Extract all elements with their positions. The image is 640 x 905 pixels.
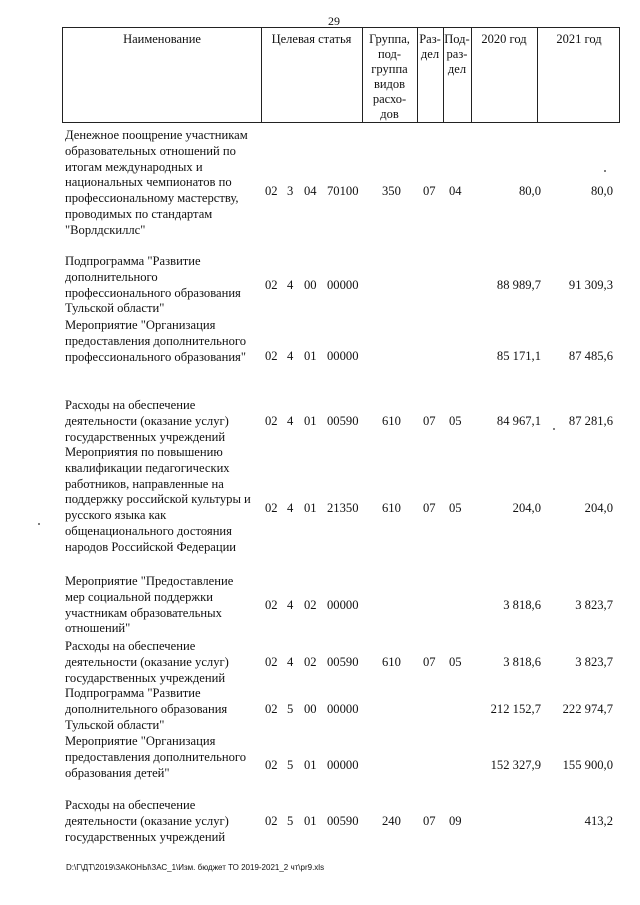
value-2020: 212 152,7 [490,702,541,716]
code-program: 02 [265,349,278,363]
subsection-code: 09 [449,814,462,828]
header-subsection: Под- раз- дел [444,32,470,76]
code-program: 02 [265,184,278,198]
scan-speck [38,523,40,525]
table-header [62,27,620,123]
value-2021: 413,2 [584,814,613,828]
code-subprogram: 4 [287,278,294,292]
code-direction: 00590 [327,414,359,428]
header-target: Целевая статья [271,32,352,46]
value-2021: 3 823,7 [575,655,613,669]
code-event: 00 [304,278,317,292]
file-path-footer: D:\Г\ДТ\2019\ЗАКОНЫ\ЗАС_1\Изм. бюджет ТО 2019-2021_2 чт\pr9.xls [66,863,325,872]
group-code: 610 [382,414,401,428]
value-2021: 80,0 [590,184,613,198]
code-direction: 00000 [327,758,359,772]
row-name: Денежное поощрение участникам образовательных отношений по итогам международных и национальных чемпионатов по профессиональному мастерству, проводимых по стандартам "Ворлдскиллс" [65,128,248,237]
value-2021: 3 823,7 [575,598,613,612]
value-2021: 87 485,6 [568,349,613,363]
section-code: 07 [423,501,436,515]
code-event: 01 [304,349,317,363]
value-2020: 80,0 [518,184,541,198]
group-code: 350 [382,184,401,198]
code-subprogram: 4 [287,349,294,363]
value-2021: 204,0 [584,501,613,515]
code-program: 02 [265,598,278,612]
row-name: Подпрограмма "Развитие дополнительного профессионального образования Тульской области" [65,254,241,316]
value-2020: 3 818,6 [503,598,541,612]
header-2020: 2020 год [481,32,527,46]
value-2021: 87 281,6 [568,414,613,428]
code-event: 01 [304,501,317,515]
code-program: 02 [265,501,278,515]
code-subprogram: 4 [287,655,294,669]
scan-speck [604,170,606,172]
section-code: 07 [423,184,436,198]
code-direction: 00000 [327,278,359,292]
code-subprogram: 3 [287,184,294,198]
value-2020: 84 967,1 [496,414,541,428]
group-code: 610 [382,655,401,669]
value-2020: 85 171,1 [496,349,541,363]
row-name: Мероприятие "Организация предоставления дополнительного образования детей" [65,734,247,780]
code-subprogram: 4 [287,414,294,428]
code-subprogram: 4 [287,598,294,612]
value-2020: 3 818,6 [503,655,541,669]
code-event: 02 [304,598,317,612]
code-program: 02 [265,414,278,428]
scan-speck [553,428,555,430]
row-name: Расходы на обеспечение деятельности (оказание услуг) государственных учреждений [65,798,229,844]
subsection-code: 05 [449,655,462,669]
value-2020: 88 989,7 [496,278,541,292]
page-number: 29 [328,14,340,28]
code-event: 04 [304,184,317,198]
code-event: 01 [304,414,317,428]
header-2021: 2021 год [556,32,602,46]
section-code: 07 [423,814,436,828]
code-program: 02 [265,814,278,828]
code-direction: 70100 [327,184,359,198]
code-direction: 21350 [327,501,359,515]
row-name: Мероприятия по повышению квалификации педагогических работников, направленные на поддержку российской культуры и русского языка как общенационального достояния народов Российской Федерации [65,445,251,554]
code-subprogram: 5 [287,758,294,772]
code-event: 00 [304,702,317,716]
subsection-code: 04 [449,184,462,198]
value-2020: 204,0 [512,501,541,515]
header-name: Наименование [123,32,201,46]
code-event: 01 [304,758,317,772]
section-code: 07 [423,414,436,428]
value-2021: 91 309,3 [568,278,613,292]
row-name: Мероприятие "Предоставление мер социальной поддержки участникам образовательных отношений" [65,574,234,636]
header-section: Раз- дел [419,32,441,61]
value-2021: 222 974,7 [562,702,613,716]
code-event: 02 [304,655,317,669]
subsection-code: 05 [449,414,462,428]
value-2020: 152 327,9 [490,758,541,772]
code-program: 02 [265,278,278,292]
section-code: 07 [423,655,436,669]
row-name: Мероприятие "Организация предоставления дополнительного профессионального образования" [65,318,247,364]
code-event: 01 [304,814,317,828]
code-program: 02 [265,702,278,716]
code-direction: 00590 [327,655,359,669]
row-name: Расходы на обеспечение деятельности (оказание услуг) государственных учреждений [65,398,229,444]
code-program: 02 [265,655,278,669]
subsection-code: 05 [449,501,462,515]
code-subprogram: 5 [287,814,294,828]
code-subprogram: 4 [287,501,294,515]
code-program: 02 [265,758,278,772]
group-code: 610 [382,501,401,515]
row-name: Подпрограмма "Развитие дополнительного образования Тульской области" [65,686,228,732]
group-code: 240 [382,814,401,828]
code-subprogram: 5 [287,702,294,716]
code-direction: 00000 [327,598,359,612]
header-group: Группа, под- группа видов расхо- дов [369,32,410,121]
code-direction: 00000 [327,349,359,363]
code-direction: 00590 [327,814,359,828]
row-name: Расходы на обеспечение деятельности (оказание услуг) государственных учреждений [65,639,229,685]
value-2021: 155 900,0 [562,758,613,772]
code-direction: 00000 [327,702,359,716]
